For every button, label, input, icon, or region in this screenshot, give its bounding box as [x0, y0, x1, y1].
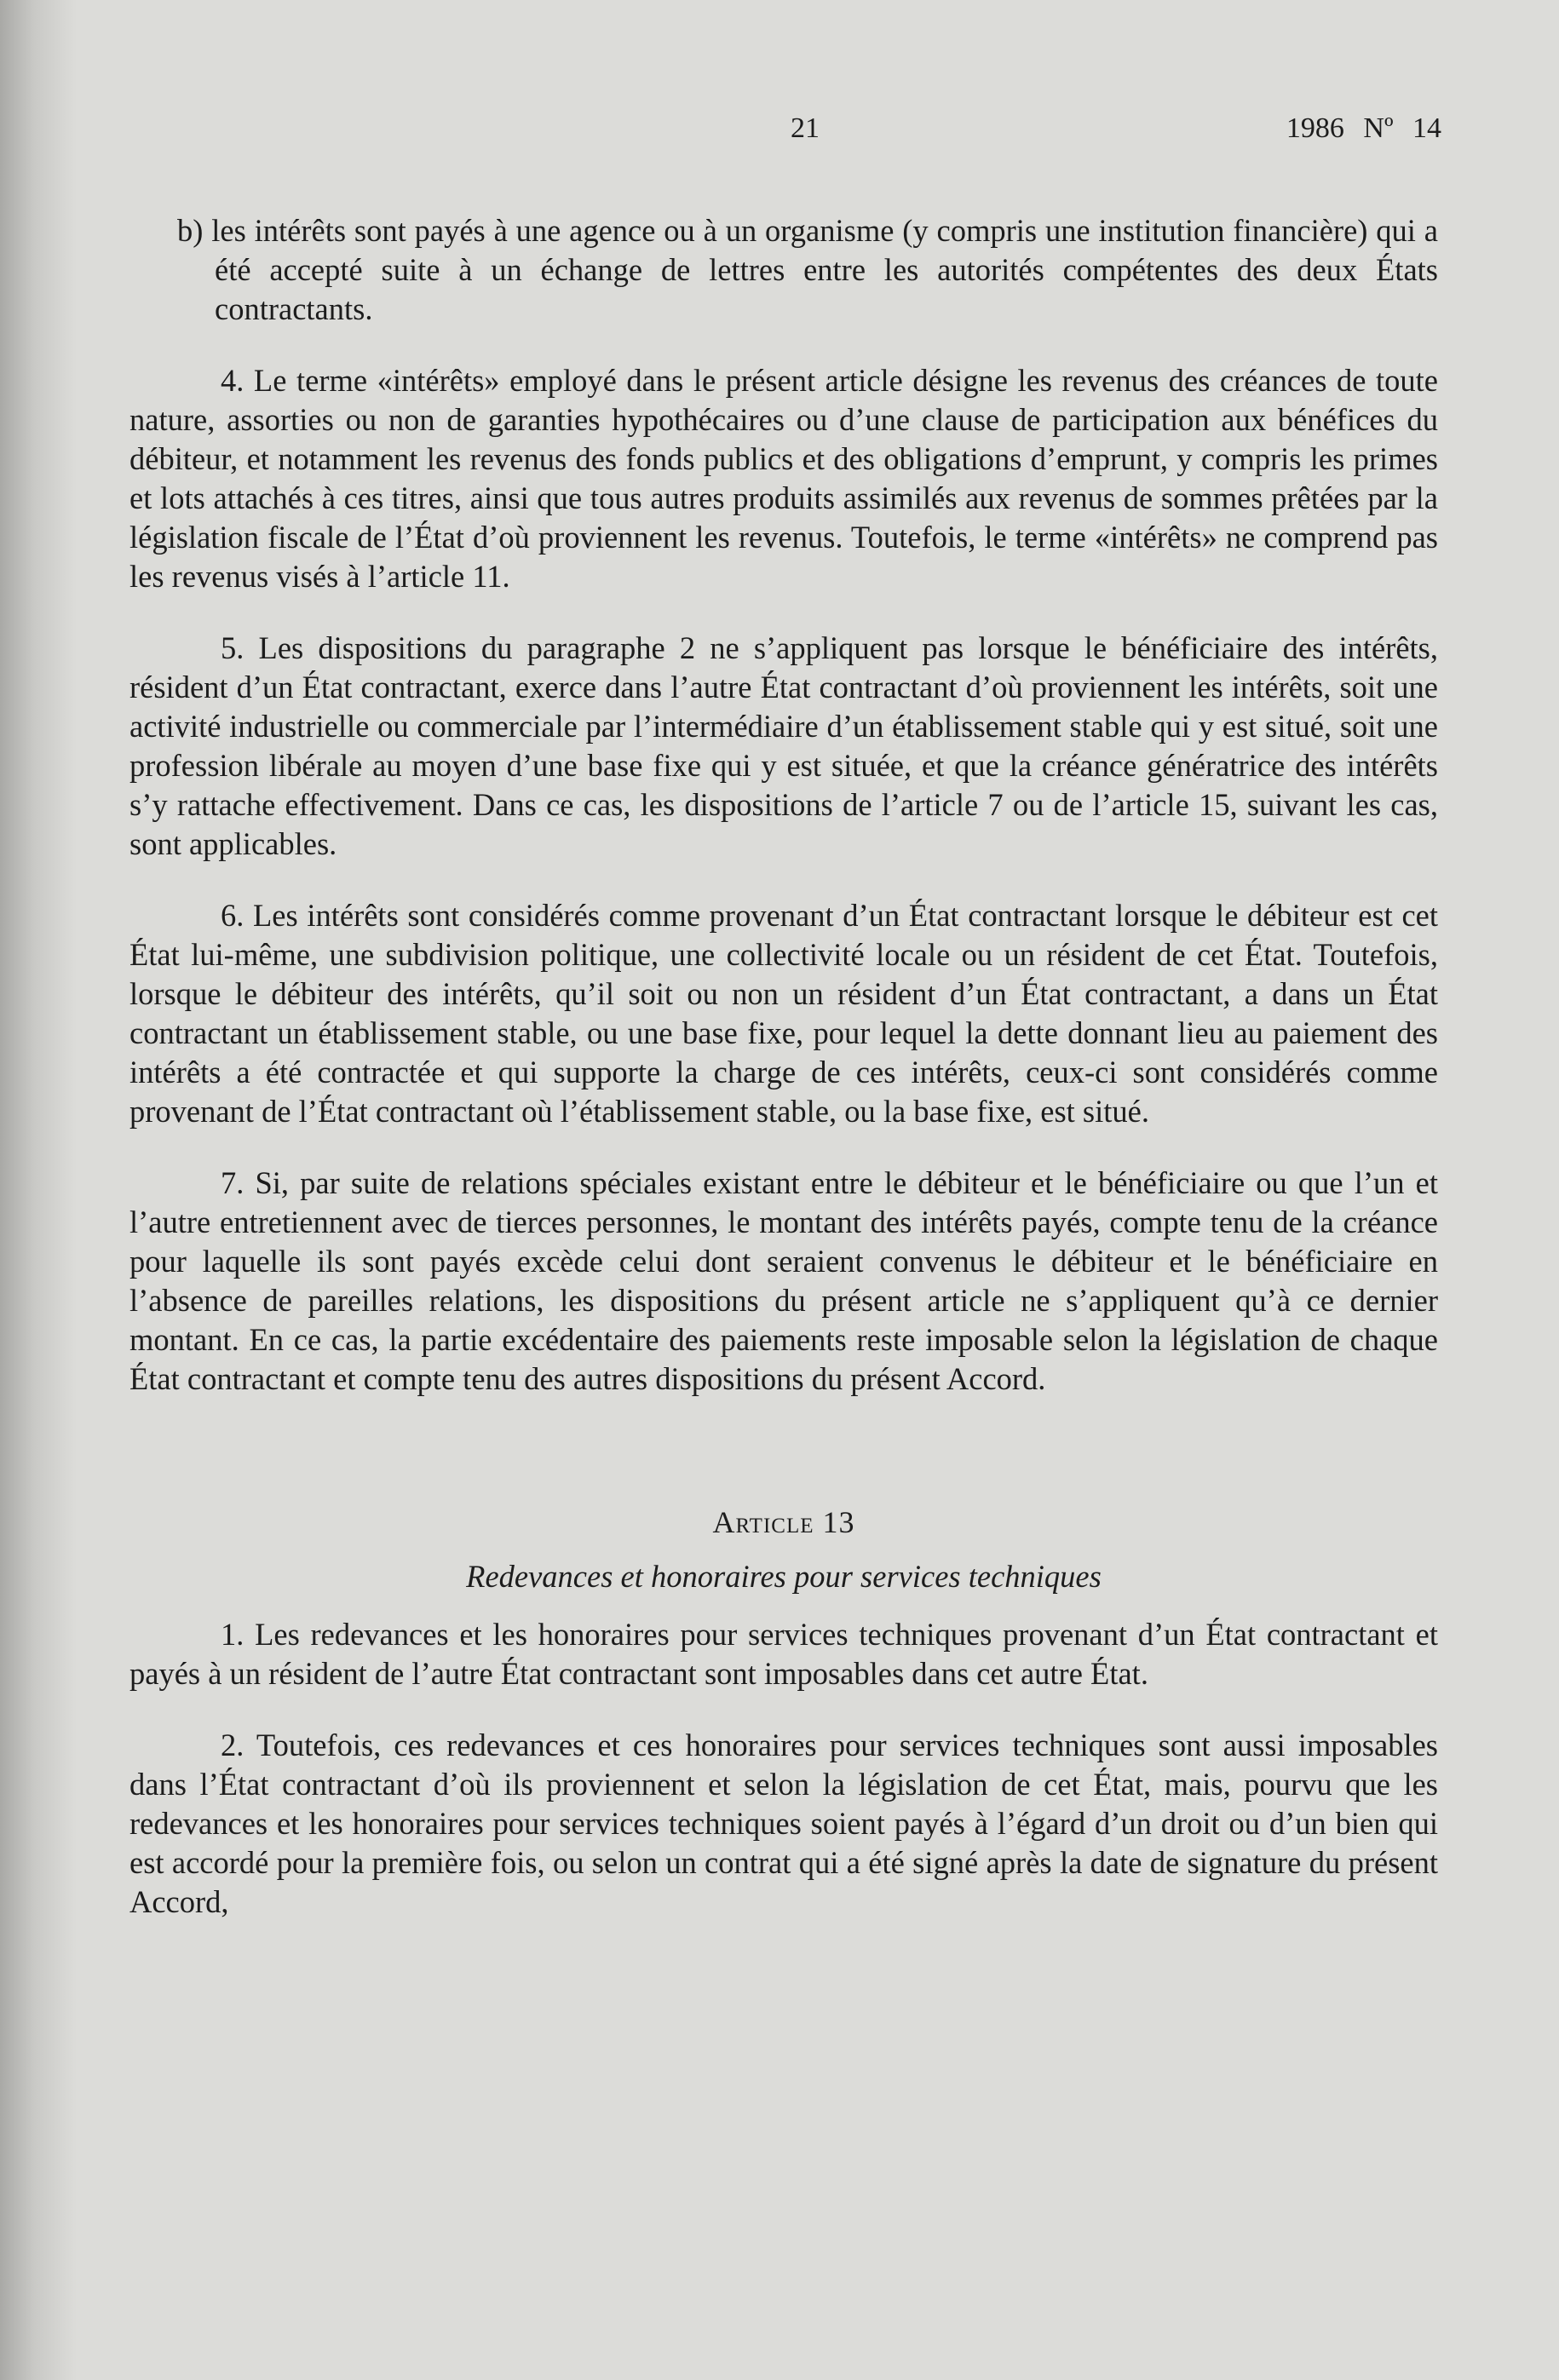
page-number: 21: [791, 112, 820, 144]
article-13-paragraph-1: 1. Les redevances et les honoraires pour services techniques provenant d’un État contractant et payés à un résident de l’autre État contractant sont imposables dans cet autre État.: [129, 1617, 1438, 1691]
article-number: 13: [822, 1505, 855, 1539]
paragraph-3b: b) les intérêts sont payés à une agence ou à un organisme (y compris une institution financière) qui a été accepté suite à un échange de lettres entre les autorités compétentes des deux États contractants.: [177, 213, 1438, 326]
running-header: [0, 112, 1559, 155]
paragraph-6: 6. Les intérêts sont considérés comme provenant d’un État contractant lorsque le débiteur est cet État lui-même, une subdivision politique, une collectivité locale ou un résident de cet État. Toutefois, lorsque le débiteur des intérêts, qu’il soit ou non un résident d’un État contractant, a dans un État contractant un établissement stable, ou une base fixe, pour lequel la dette donnant lieu au paiement des intérêts a été contractée et qui supporte la charge de ces intérêts, ceux-ci sont considérés comme provenant de l’État contractant où l’établissement stable, ou la base fixe, est situé.: [129, 898, 1438, 1129]
series-identifier: 1986 Nº 14: [1286, 112, 1441, 144]
article-heading: [129, 1503, 1438, 1542]
article-label: Article: [712, 1505, 814, 1539]
paragraph-7: 7. Si, par suite de relations spéciales existant entre le débiteur et le bénéficiaire ou que l’un et l’autre entretiennent avec de tierces personnes, le montant des intérêts payés, compte tenu de la créance pour laquelle ils sont payés excède celui dont seraient convenus le débiteur et le bénéficiaire en l’absence de pareilles relations, les dispositions du présent article ne s’appliquent qu’à ce dernier montant. En ce cas, la partie excédentaire des paiements reste imposable selon la législation de chaque État contractant et compte tenu des autres dispositions du présent Accord.: [129, 1165, 1438, 1396]
body-text: [129, 211, 1438, 1954]
article-13-paragraph-2: 2. Toutefois, ces redevances et ces honoraires pour services techniques sont aussi imposables dans l’État contractant d’où ils proviennent et selon la législation de cet État, mais, pourvu que les redevances et les honoraires pour services techniques soient payés à l’égard d’un droit ou d’un bien qui est accordé pour la première fois, ou selon un contrat qui a été signé après la date de signature du présent Accord,: [129, 1728, 1438, 1919]
paragraph-4: 4. Le terme «intérêts» employé dans le présent article désigne les revenus des créances de toute nature, assorties ou non de garanties hypothécaires ou d’une clause de participation aux bénéfices du débiteur, et notamment les revenus des fonds publics et des obligations d’emprunt, y compris les primes et lots attachés à ces titres, ainsi que tous autres produits assimilés aux revenus de sommes prêtées par la législation fiscale de l’État d’où proviennent les revenus. Toutefois, le terme «intérêts» ne comprend pas les revenus visés à l’article 11.: [129, 363, 1438, 594]
paragraph-5: 5. Les dispositions du paragraphe 2 ne s’appliquent pas lorsque le bénéficiaire des intérêts, résident d’un État contractant, exerce dans l’autre État contractant d’où proviennent les intérêts, soit une activité industrielle ou commerciale par l’intermédiaire d’un établissement stable qui y est situé, soit une profession libérale au moyen d’une base fixe qui y est située, et que la créance génératrice des intérêts s’y rattache effectivement. Dans ce cas, les dispositions de l’article 7 ou de l’article 15, suivant les cas, sont applicables.: [129, 630, 1438, 861]
article-subtitle: Redevances et honoraires pour services techniques: [466, 1559, 1102, 1594]
